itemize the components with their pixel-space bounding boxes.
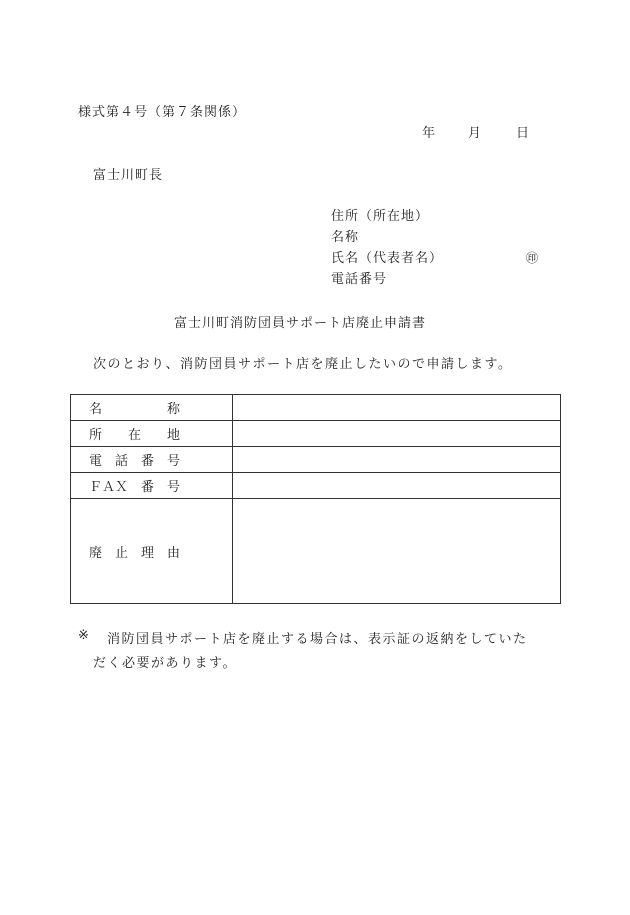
applicant-representative-label: 氏名（代表者名） [331, 251, 444, 266]
intro-text: 次のとおり、消防団員サポート店を廃止したいので申請します。 [93, 357, 513, 372]
table-row [71, 395, 561, 421]
row-value-fax[interactable] [233, 473, 561, 499]
applicant-name-label: 名称 [331, 230, 360, 245]
date-month-label: 月 [468, 126, 482, 141]
form-number: 様式第４号（第７条関係） [78, 105, 247, 120]
table-row [71, 499, 561, 604]
row-label-text: 電 話 番 号 [89, 454, 181, 469]
addressee: 富士川町長 [93, 168, 164, 183]
row-value-name[interactable] [233, 395, 561, 421]
row-label-text: ＦＡＸ 番 号 [89, 480, 181, 495]
row-label-text: 名 称 [89, 402, 181, 417]
applicant-address-label: 住所（所在地） [331, 209, 430, 224]
table-row [71, 473, 561, 499]
application-table [70, 394, 561, 604]
row-value-reason[interactable] [233, 499, 561, 604]
row-label-name [71, 395, 233, 421]
date-year-label: 年 [422, 126, 436, 141]
row-label-text: 所 在 地 [89, 428, 181, 443]
table-row [71, 421, 561, 447]
note-line-2: だく必要があります。 [93, 656, 237, 671]
date-day-label: 日 [516, 126, 530, 141]
row-label-address [71, 421, 233, 447]
row-label-reason [71, 499, 233, 604]
note-mark: ※ [78, 628, 89, 643]
row-value-phone[interactable] [233, 447, 561, 473]
row-label-phone [71, 447, 233, 473]
applicant-phone-label: 電話番号 [331, 272, 388, 287]
row-label-fax [71, 473, 233, 499]
document-title: 富士川町消防団員サポート店廃止申請書 [174, 316, 427, 331]
seal-mark: ㊞ [526, 251, 539, 265]
row-label-text: 廃 止 理 由 [89, 545, 181, 561]
note-line-1: 消防団員サポート店を廃止する場合は、表示証の返納をしていた [107, 632, 528, 647]
table-row [71, 447, 561, 473]
row-value-address[interactable] [233, 421, 561, 447]
